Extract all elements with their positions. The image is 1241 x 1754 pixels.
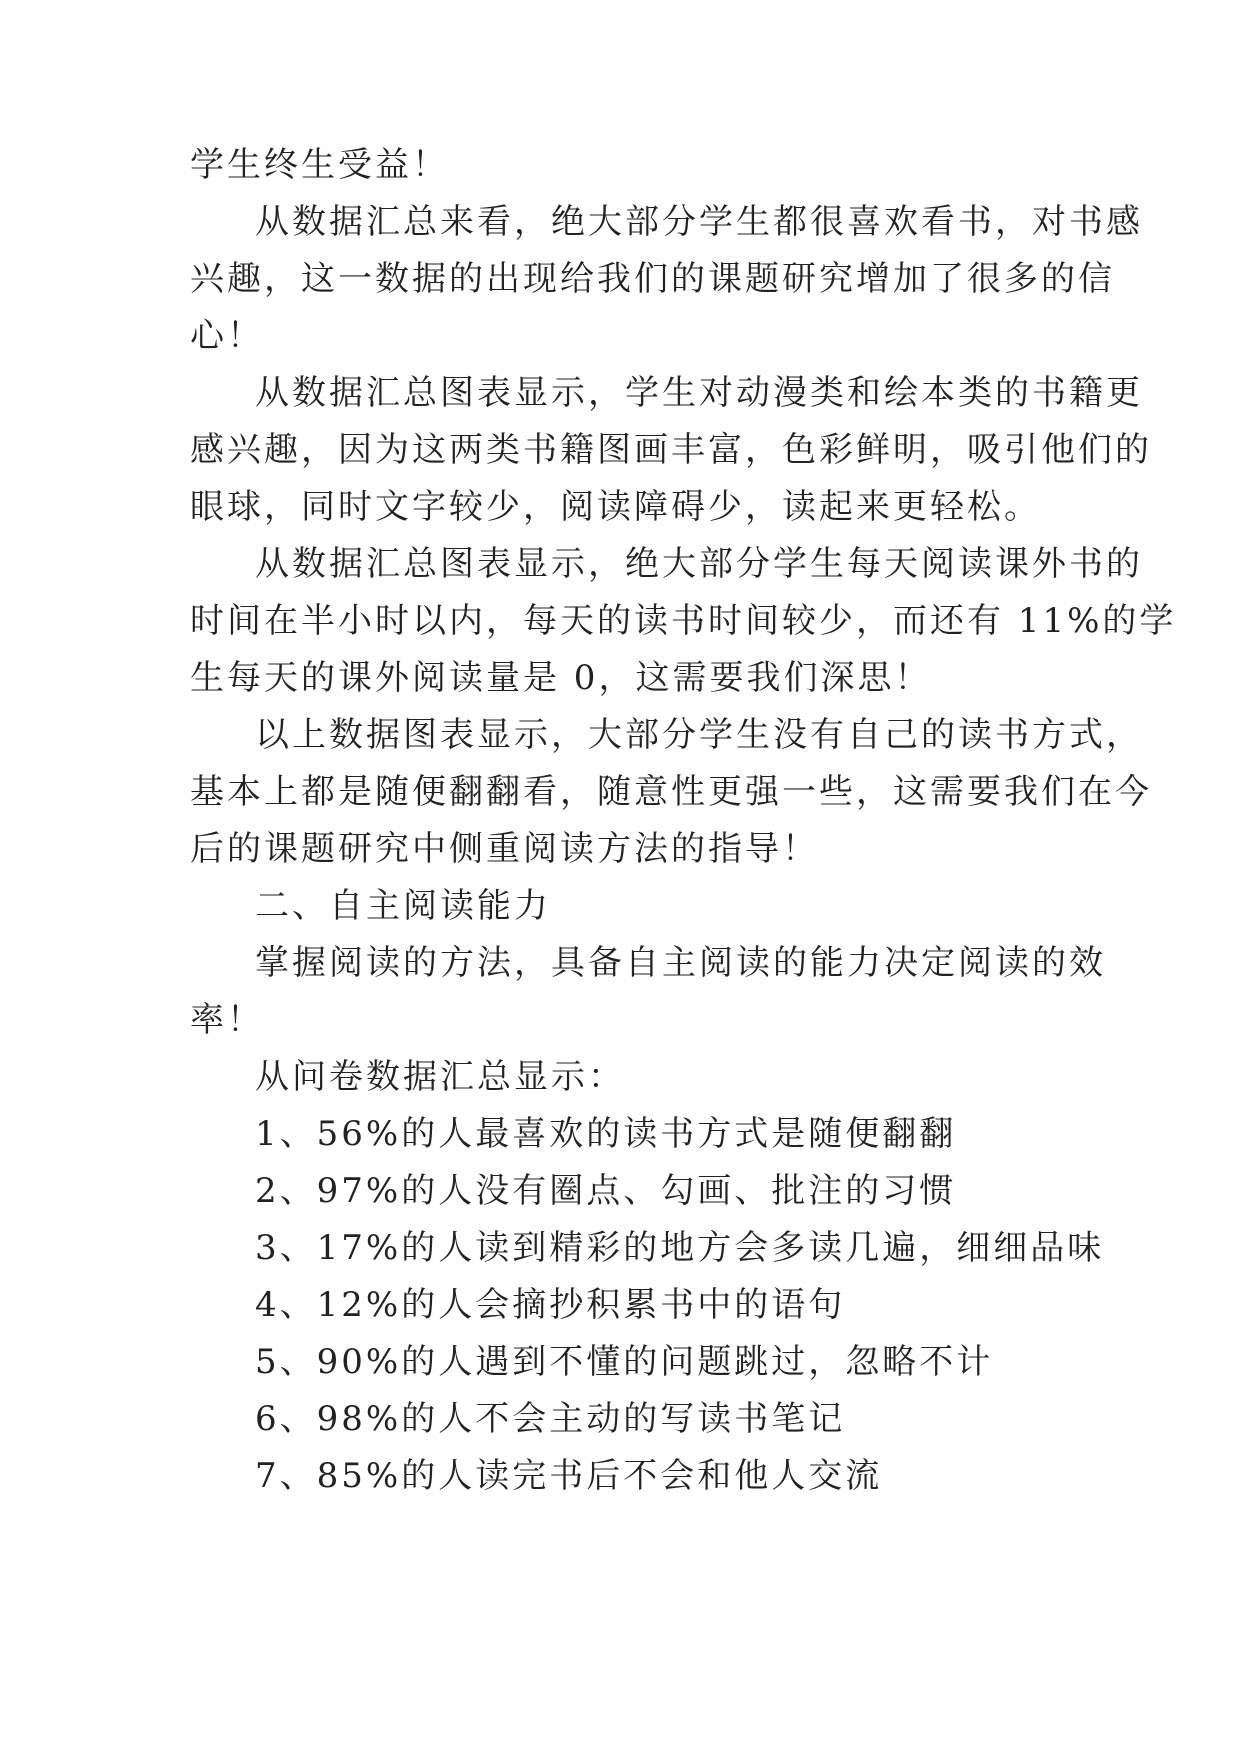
paragraph-start: 掌握阅读的方法，具备自主阅读的能力决定阅读的效 (255, 943, 1106, 983)
text-line: 率！ (190, 1000, 264, 1040)
list-item: 4、12%的人会摘抄积累书中的语句 (255, 1285, 846, 1325)
text-line: 心！ (190, 316, 264, 356)
paragraph-start: 从数据汇总来看，绝大部分学生都很喜欢看书，对书感 (255, 202, 1143, 242)
list-item: 2、97%的人没有圈点、勾画、批注的习惯 (255, 1171, 957, 1211)
text-line: 后的课题研究中侧重阅读方法的指导！ (190, 829, 819, 869)
paragraph-start: 从问卷数据汇总显示： (255, 1057, 625, 1097)
text-line: 时间在半小时以内，每天的读书时间较少，而还有 11%的学 (190, 601, 1177, 641)
list-item: 1、56%的人最喜欢的读书方式是随便翻翻 (255, 1114, 957, 1154)
list-item: 3、17%的人读到精彩的地方会多读几遍，细细品味 (255, 1228, 1105, 1268)
list-item: 7、85%的人读完书后不会和他人交流 (255, 1456, 883, 1496)
list-item: 6、98%的人不会主动的写读书笔记 (255, 1399, 846, 1439)
text-line: 兴趣，这一数据的出现给我们的课题研究增加了很多的信 (190, 259, 1115, 299)
paragraph-start: 以上数据图表显示，大部分学生没有自己的读书方式， (255, 715, 1143, 755)
text-line: 学生终生受益！ (190, 145, 449, 185)
list-item: 5、90%的人遇到不懂的问题跳过，忽略不计 (255, 1342, 994, 1382)
section-heading: 二、自主阅读能力 (255, 886, 551, 926)
text-line: 感兴趣，因为这两类书籍图画丰富，色彩鲜明，吸引他们的 (190, 430, 1152, 470)
text-line: 眼球，同时文字较少，阅读障碍少，读起来更轻松。 (190, 487, 1041, 527)
text-line: 生每天的课外阅读量是 0，这需要我们深思！ (190, 658, 932, 698)
paragraph-start: 从数据汇总图表显示，学生对动漫类和绘本类的书籍更 (255, 373, 1143, 413)
text-line: 基本上都是随便翻翻看，随意性更强一些，这需要我们在今 (190, 772, 1152, 812)
paragraph-start: 从数据汇总图表显示，绝大部分学生每天阅读课外书的 (255, 544, 1143, 584)
